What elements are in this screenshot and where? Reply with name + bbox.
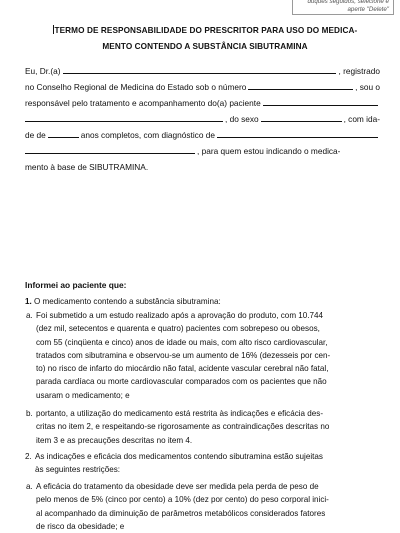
patient-name-continuation-field[interactable] [25, 112, 223, 122]
item-2a-text: A eficácia do tratamento da obesidade deve ser medida pela perda de peso de pelo menos de 5% (cinco por cento) a 10% (dez por cento) do peso corporal inici- al acompanhado da diminuição de parâmetros metabólicos considerados fatores de risco da obesidade; e [36, 482, 329, 531]
document-title-line-1: TERMO DE RESPONSABILIDADE DO PRESCRITOR PARA USO DO MEDICA- [54, 26, 358, 35]
diagnosis-field[interactable] [217, 128, 378, 138]
diagnosis-continuation-field[interactable] [25, 144, 195, 154]
declaration-line-1: Eu, Dr.(a) , registrado [25, 66, 380, 76]
instruction-note-line-1: dúques seguidos, selecione e [307, 0, 389, 5]
declaration-line-2: no Conselho Regional de Medicina do Estado sob o número , sou o [25, 82, 380, 92]
doctor-name-field[interactable] [63, 64, 337, 74]
instruction-note [292, 0, 394, 15]
item-2a-letter: a. [26, 482, 33, 491]
age-field[interactable] [48, 128, 79, 138]
declaration-line-6: , para quem estou indicando o medica- [25, 143, 380, 159]
declaration-line-7: mento à base de SIBUTRAMINA. [25, 162, 149, 172]
document-title [30, 23, 380, 54]
declaration-line-5: de de anos completos, com diagnóstico de [25, 127, 380, 143]
item-1-text: O medicamento contendo a substância sibutramina: [34, 297, 221, 306]
item-1a-text: Foi submetido a um estudo realizado após a aprovação do produto, com 10.744 (dez mil, setecentos e quarenta e quatro) pacientes com sobrepeso ou obesos, com 55 (cinqüenta e cinco) anos de idade ou mais, com alto risco cardiovascular, tratados com sibutramina e observou-se um aumento de 16% (dezesseis por cen- to) no risco de infarto do miocárdio não fatal, acidente vascular cerebral não fatal, parada cardíaca ou morte cardiovascular comparados com os pacientes que não usaram o medicamento; e [36, 311, 331, 400]
declaration-paragraph [25, 63, 380, 175]
document-title-line-2: MENTO CONTENDO A SUBSTÂNCIA SIBUTRAMINA [102, 41, 308, 51]
patient-name-field[interactable] [263, 96, 378, 106]
crm-number-field[interactable] [248, 80, 353, 90]
sex-field[interactable] [261, 112, 342, 122]
instruction-note-line-2: aperte "Delete" [347, 5, 389, 13]
item-2-number: 2. [25, 452, 32, 461]
item-1b-text: portanto, a utilização do medicamento está restrita às indicações e eficácia des- critas no item 2, e respeitando-se rigorosamente as contraindicações descritas no item 3 e as precauções descritas no item 4. [36, 409, 330, 445]
item-2-text: As indicações e eficácia dos medicamentos contendo sibutramina estão sujeitas às seguintes restrições: [35, 452, 323, 475]
item-1 [25, 295, 380, 308]
item-1b-letter: b. [26, 409, 33, 418]
item-1a-letter: a. [26, 311, 33, 320]
text-cursor [53, 25, 54, 34]
item-1-number: 1. [25, 297, 32, 306]
declaration-line-3: responsável pelo tratamento e acompanhamento do(a) paciente [25, 95, 380, 111]
declaration-line-4: , do sexo , com ida- [25, 111, 380, 127]
section-heading: Informei ao paciente que: [25, 280, 127, 290]
